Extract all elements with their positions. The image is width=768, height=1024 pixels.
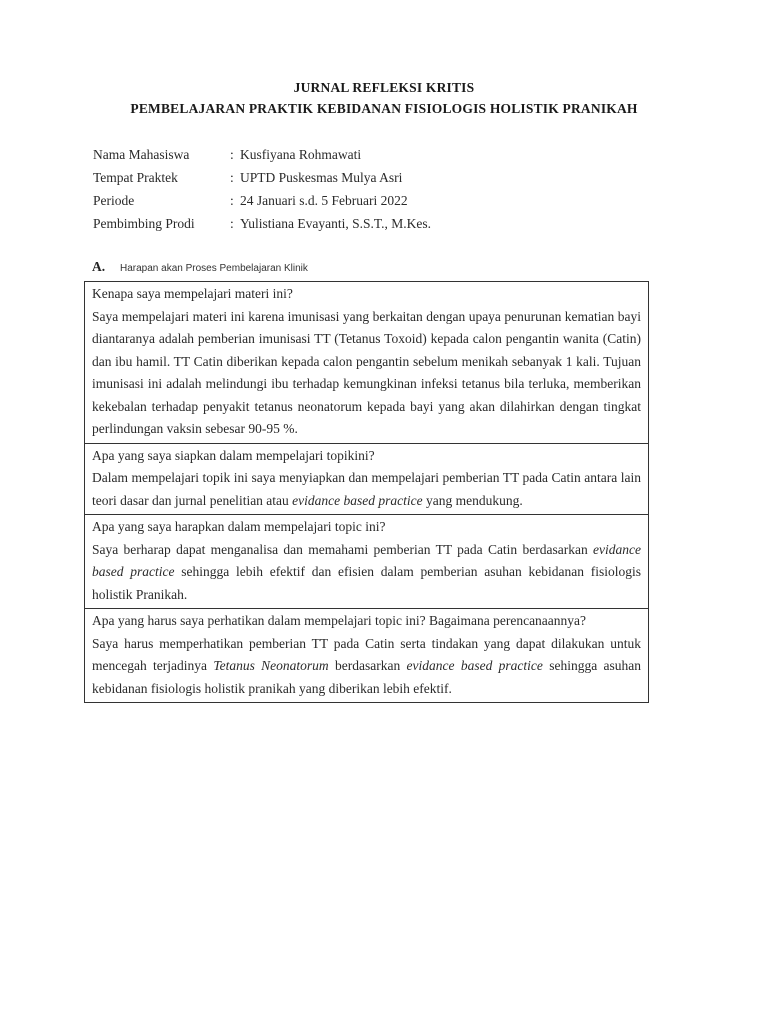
student-info [93,146,431,238]
answer-text: berdasarkan [328,658,407,673]
info-separator: : [230,147,234,162]
answer [92,539,641,607]
info-label: Pembimbing Prodi [93,216,195,231]
answer-italic: evidance based practice [292,492,423,508]
info-row-period [93,192,431,215]
answer-italic: evidance based practice [92,541,641,579]
answer-italic: evidance based practice [406,658,543,673]
table-row [85,608,648,702]
info-value: UPTD Puskesmas Mulya Asri [240,170,403,185]
section-letter: A. [92,259,106,274]
info-value: Kusfiyana Rohmawati [240,147,362,162]
question: Kenapa saya mempelajari materi ini? [92,286,293,301]
info-separator: : [230,193,234,208]
question: Apa yang saya siapkan dalam mempelajari topikini? [92,447,375,463]
info-separator: : [230,216,234,231]
answer-text: Saya mempelajari materi ini karena imunisasi yang berkaitan dengan upaya penurunan kematian bayi diantaranya adalah pemberian imunisasi TT (Tetanus Toxoid) kepada calon pengantin wanita (Catin) dan ibu hamil. TT Catin diberikan kepada calon pengantin sebelum menikah sebanyak 1 kali. Tujuan imunisasi ini adalah melindungi ibu terhadap kemungkinan infeksi tetanus bila terluka, memberikan kekebalan terhadap penyakit tetanus neonatorum kepada bayi yang akan dilahirkan dengan tingkat perlindungan vaksin sebesar 90-95 %. [92,308,641,436]
table-row [85,282,648,443]
info-label: Periode [93,193,135,208]
info-separator: : [230,170,234,185]
info-row-name [93,146,431,169]
info-label: Nama Mahasiswa [93,147,190,162]
answer [92,467,641,512]
answer-text: Saya berharap dapat menganalisa dan memahami pemberian TT pada Catin berdasarkan [92,541,594,557]
info-row-supervisor [93,215,431,238]
question: Apa yang saya harapkan dalam mempelajari topic ini? [92,519,386,534]
document-title: JURNAL REFLEKSI KRITIS [293,80,475,95]
answer-text: sehingga lebih efektif dan efisien dalam pemberian asuhan kebidanan fisiologis holistik Pranikah. [92,564,641,602]
question: Apa yang harus saya perhatikan dalam mempelajari topic ini? Bagaimana perencanaannya? [92,613,587,628]
table-row [85,443,648,515]
answer-italic: Tetanus Neonatorum [213,658,329,673]
answer [92,633,641,701]
answer [92,306,641,441]
info-value: 24 Januari s.d. 5 Februari 2022 [240,193,408,208]
reflection-table [84,281,649,703]
table-row [85,514,648,608]
answer-text: sehingga asuhan kebidanan fisiologis holistik pranikah yang diberikan lebih efektif. [92,658,642,696]
info-label: Tempat Praktek [93,170,178,185]
section-heading [92,259,308,275]
section-title: Harapan akan Proses Pembelajaran Klinik [120,263,308,274]
document-subtitle: PEMBELAJARAN PRAKTIK KEBIDANAN FISIOLOGIS HOLISTIK PRANIKAH [130,101,638,116]
answer-text: yang mendukung. [422,492,523,508]
info-value: Yulistiana Evayanti, S.S.T., M.Kes. [240,216,431,231]
info-row-place [93,169,431,192]
answer-text: Saya harus memperhatikan pemberian TT pada Catin serta tindakan yang dapat dilakukan untuk mencegah terjadinya [92,635,641,673]
answer-text: Dalam mempelajari topik ini saya menyiapkan dan mempelajari pemberian TT pada Catin antara lain teori dasar dan jurnal penelitian atau [92,470,641,508]
